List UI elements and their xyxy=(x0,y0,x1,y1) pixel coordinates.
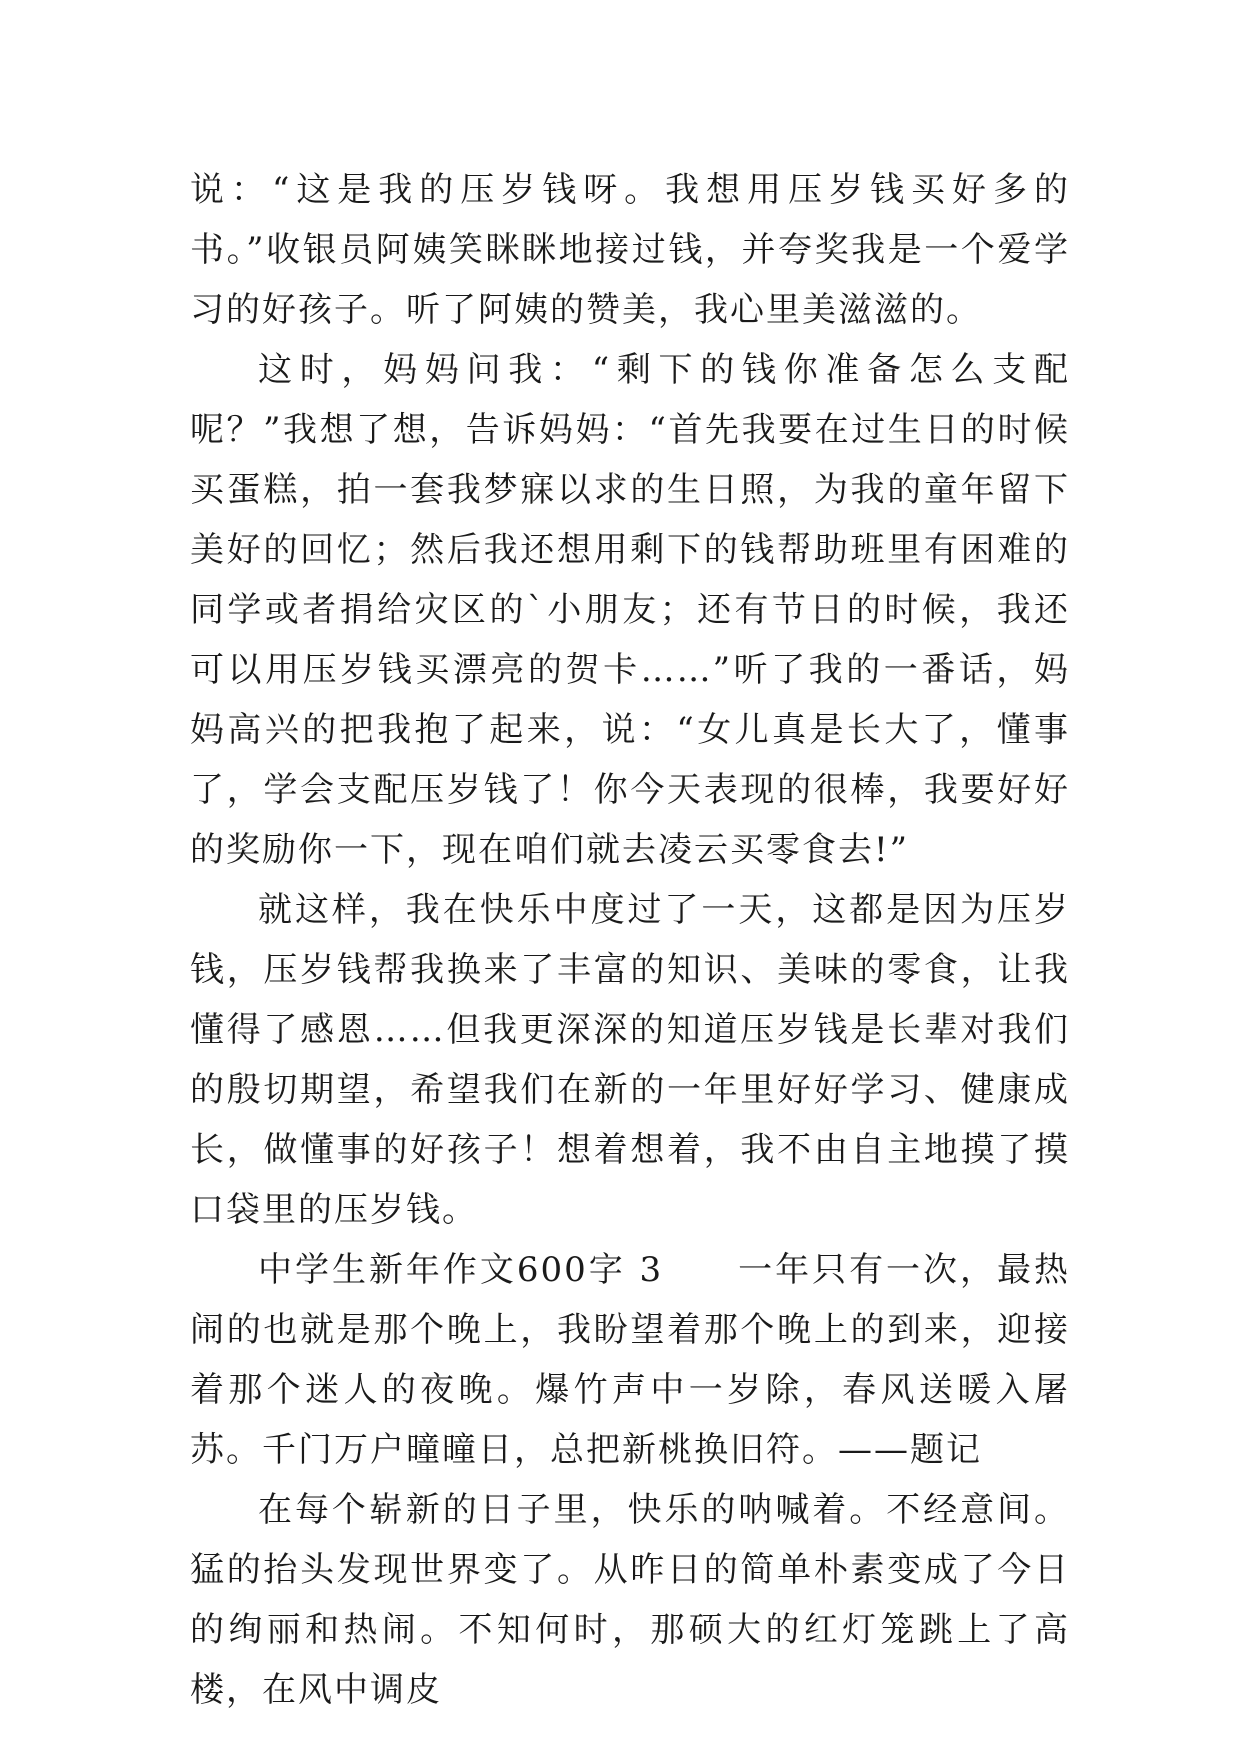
paragraph-5: 在每个崭新的日子里，快乐的呐喊着。不经意间。猛的抬头发现世界变了。从昨日的简单朴素变成了今日的绚丽和热闹。不知何时，那硕大的红灯笼跳上了高楼，在风中调皮 xyxy=(190,1490,1070,1710)
body-text xyxy=(190,160,1070,1720)
paragraph-2: 这时，妈妈问我：“剩下的钱你准备怎么支配呢？”我想了想，告诉妈妈：“首先我要在过生日的时候买蛋糕，拍一套我梦寐以求的生日照，为我的童年留下美好的回忆；然后我还想用剩下的钱帮助班里有困难的同学或者捐给灾区的`小朋友；还有节日的时候，我还可以用压岁钱买漂亮的贺卡……”听了我的一番话，妈妈高兴的把我抱了起来，说：“女儿真是长大了，懂事了，学会支配压岁钱了！你今天表现的很棒，我要好好的奖励你一下，现在咱们就去凌云买零食去!” xyxy=(190,350,1070,870)
paragraph-4: 中学生新年作文600字 3 一年只有一次，最热闹的也就是那个晚上，我盼望着那个晚上的到来，迎接着那个迷人的夜晚。爆竹声中一岁除，春风送暖入屠苏。千门万户曈曈日，总把新桃换旧符。——题记 xyxy=(190,1250,1070,1470)
paragraph-1: 说：“这是我的压岁钱呀。我想用压岁钱买好多的书。”收银员阿姨笑眯眯地接过钱，并夸奖我是一个爱学习的好孩子。听了阿姨的赞美，我心里美滋滋的。 xyxy=(190,170,1070,330)
paragraph-3: 就这样，我在快乐中度过了一天，这都是因为压岁钱，压岁钱帮我换来了丰富的知识、美味的零食，让我懂得了感恩……但我更深深的知道压岁钱是长辈对我们的殷切期望，希望我们在新的一年里好好学习、健康成长，做懂事的好孩子！想着想着，我不由自主地摸了摸口袋里的压岁钱。 xyxy=(190,890,1070,1230)
